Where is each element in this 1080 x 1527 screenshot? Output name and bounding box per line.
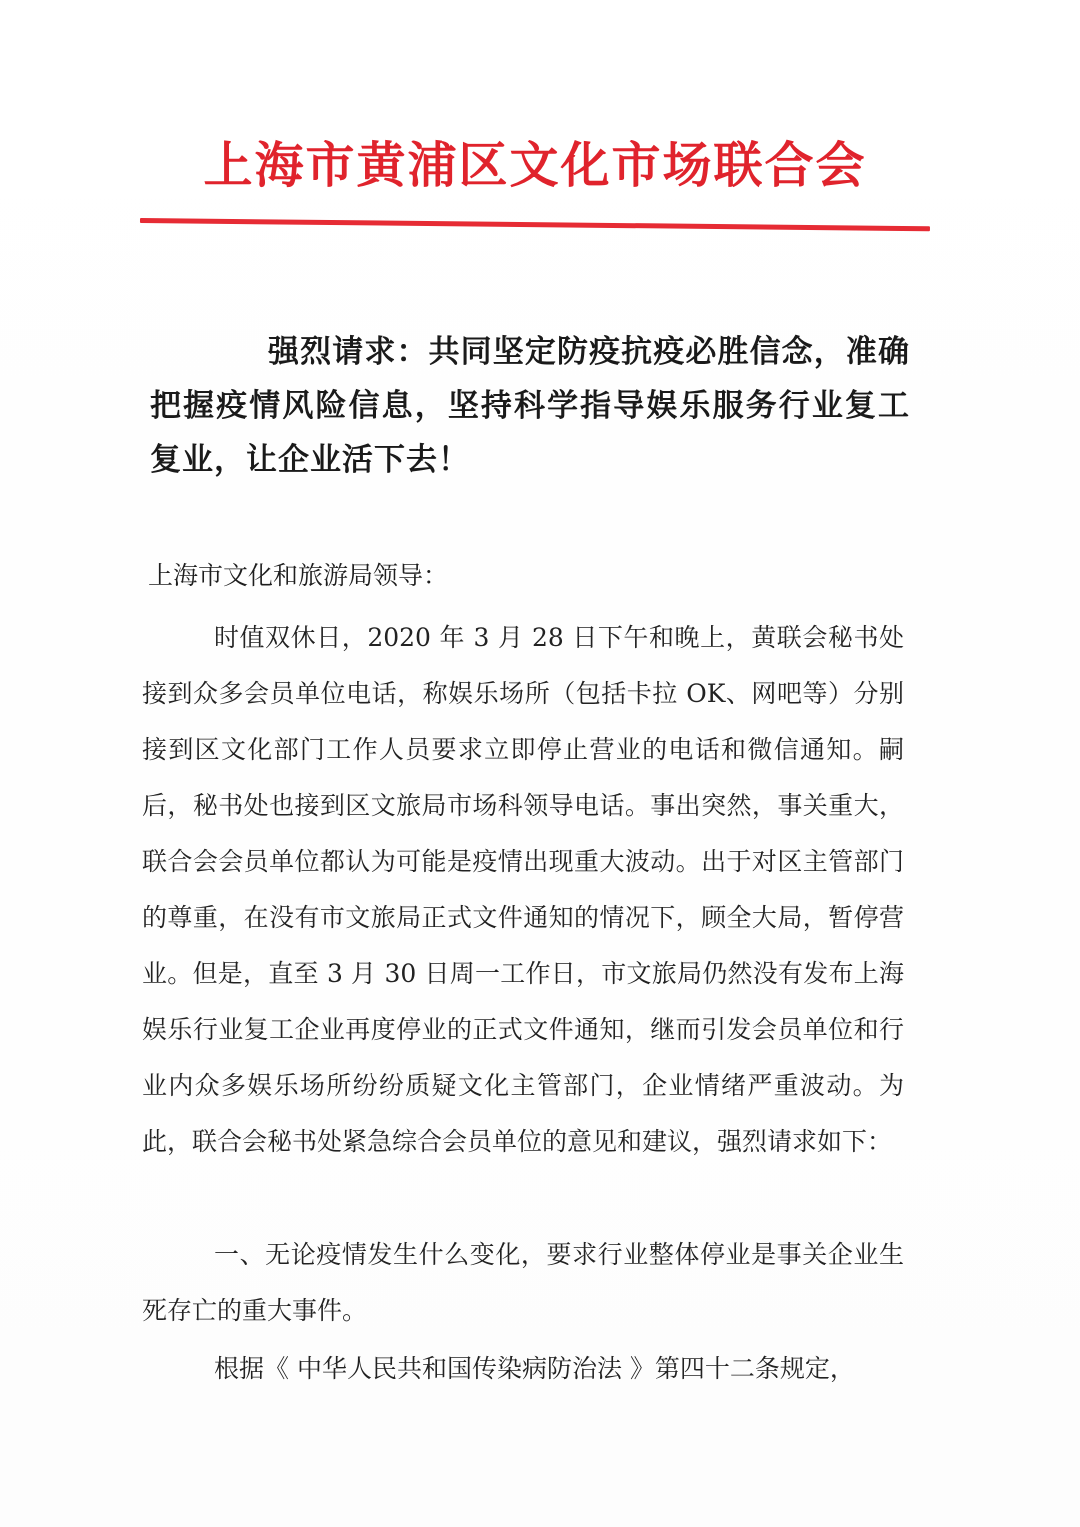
body-paragraph-1: 时值双休日，2020 年 3 月 28 日下午和晚上，黄联会秘书处接到众多会员单位电话，称娱乐场所（包括卡拉 OK、网吧等）分别接到区文化部门工作人员要求立即停止营业的电话和微信通知。嗣后，秘书处也接到区文旅局市场科领导电话。事出突然，事关重大，联合会会员单位都认为可能是疫情出现重大波动。出于对区主管部门的尊重，在没有市文旅局正式文件通知的情况下，顾全大局，暂停营业。但是，直至 3 月 30 日周一工作日，市文旅局仍然没有发布上海娱乐行业复工企业再度停业的正式文件通知，继而引发会员单位和行业内众多娱乐场所纷纷质疑文化主管部门，企业情绪严重波动。为此，联合会秘书处紧急综合会员单位的意见和建议，强烈请求如下：	[142, 623, 904, 1156]
body-paragraph-3: 根据《 中华人民共和国传染病防治法 》第四十二条规定，	[214, 1354, 855, 1383]
body-paragraph-2: 一、无论疫情发生什么变化，要求行业整体停业是事关企业生死存亡的重大事件。	[142, 1240, 904, 1325]
document-title: 强烈请求：共同坚定防疫抗疫必胜信念，准确把握疫情风险信息，坚持科学指导娱乐服务行业复工复业，让企业活下去！	[150, 334, 910, 478]
salutation: 上海市文化和旅游局领导：	[148, 561, 449, 590]
organization-header: 上海市黄浦区文化市场联合会	[203, 136, 867, 194]
header-red-rule	[140, 218, 930, 231]
